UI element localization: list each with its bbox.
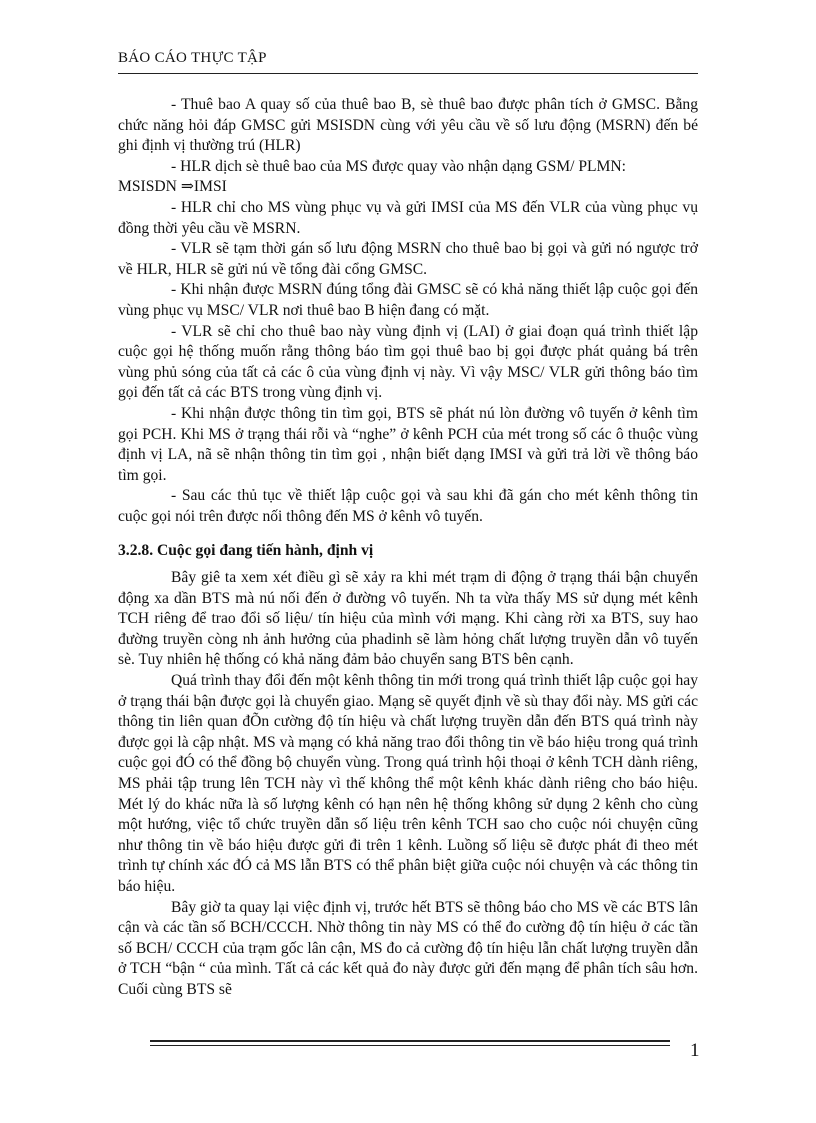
paragraph: - Khi nhận được thông tin tìm gọi, BTS sẽ phát nú lòn đường vô tuyến ở kênh tìm gọi PCH. Khi MS ở trạng thái rỗi và “nghe” ở kênh PCH của mét trong số các ô thuộc vùng định vị LA, nã sẽ nhận thông tin tìm gọi , nhận biết dạng IMSI và gửi trả lời về thông báo tìm gọi.	[118, 404, 698, 484]
paragraph: - Khi nhận được MSRN đúng tổng đài GMSC sẽ có khả năng thiết lập cuộc gọi đến vùng phục vụ MSC/ VLR nơi thuê bao B hiện đang có mặt.	[118, 281, 698, 319]
report-header: BÁO CÁO THỰC TẬP	[118, 50, 267, 66]
paragraph: Bây giờ ta quay lại việc định vị, trước hết BTS sẽ thông báo cho MS về các BTS lân cận và các tần số BCH/CCCH. Nhờ thông tin này MS có thể đo cường độ tín hiệu ở các tần số BCH/ CCCH của trạm gốc lân cận, MS đo cả cường độ tín hiệu lẫn chất lượng truyền dẫn ở TCH “bận “ của mình. Tất cả các kết quả đo này được gửi đến mạng để phân tích sâu hơn. Cuối cùng BTS sẽ	[118, 898, 698, 998]
header-rule	[118, 73, 698, 74]
paragraph: - Thuê bao A quay số của thuê bao B, sè thuê bao được phân tích ở GMSC. Bằng chức năng hỏi đáp GMSC gửi MSISDN cùng với yêu cầu về số lưu động (MSRN) đến bé ghi định vị thường trú (HLR)	[118, 96, 698, 155]
paragraph: - HLR chỉ cho MS vùng phục vụ và gửi IMSI của MS đến VLR của vùng phục vụ đồng thời yêu cầu về MSRN.	[118, 198, 698, 237]
paragraph: Bây giê ta xem xét điều gì sẽ xảy ra khi mét trạm di động ở trạng thái bận chuyển động xa dần BTS mà nú nối đến ở đường vô tuyến. Nh ta vừa thấy MS sử dụng mét kênh TCH riêng để trao đổi số liệu/ tín hiệu của mình với mạng. Khi càng rời xa BTS, suy hao đường truyền còng nh ảnh hưởng của phadinh sẽ làm hỏng chất lượng truyền dẫn vô tuyến sè. Tuy nhiên hệ thống có khả năng đảm bảo chuyển sang BTS bên cạnh.	[118, 569, 698, 669]
paragraph: - VLR sẽ tạm thời gán số lưu động MSRN cho thuê bao bị gọi và gửi nó ngược trở về HLR, HLR sẽ gửi nú về tổng đài cổng GMSC.	[118, 240, 698, 278]
page-number: 1	[690, 1040, 700, 1061]
paragraph: - Sau các thủ tục về thiết lập cuộc gọi và sau khi đã gán cho mét kênh thông tin cuộc gọi nói trên được nối thông đến MS ở kênh vô tuyến.	[118, 487, 698, 525]
section-heading: 3.2.8. Cuộc gọi đang tiến hành, định vị	[118, 542, 374, 560]
footer-rule	[150, 1040, 670, 1042]
paragraph: Quá trình thay đổi đến một kênh thông tin mới trong quá trình thiết lập cuộc gọi hay ở trạng thái bận được gọi là chuyển giao. Mạng sẽ quyết định về sù thay đổi này. MS gửi các thông tin liên quan đÕn cường độ tín hiệu và chất lượng truyền dẫn đến BTS quá trình này được gọi là cập nhật. MS và mạng có khả năng trao đổi thông tin về báo hiệu trong quá trình cuộc gọi đÓ có thể đồng bộ chuyển vùng. Trong quá trình hội thoại ở kênh TCH dành riêng, MS phải tập trung lên TCH này vì thế không thể một kênh khác dành riêng cho báo hiệu. Mét lý do khác nữa là số lượng kênh có hạn nên hệ thống không sử dụng 2 kênh cho cùng một hướng, việc tổ chức truyền dẫn số liệu trên kênh TCH sao cho cuộc nói chuyện cũng như thông tin về báo hiệu được gửi đi trên 1 kênh. Luồng số liệu sẽ được phát đi theo mét trình tự chính xác đÓ cả MS lẫn BTS có thể phân biệt giữa cuộc nói chuyện và các thông tin báo hiệu.	[118, 672, 698, 895]
paragraph: - HLR dịch sè thuê bao của MS được quay vào nhận dạng GSM/ PLMN:	[171, 157, 626, 175]
footer-rule	[150, 1045, 670, 1046]
document-body	[118, 95, 698, 1001]
paragraph: MSISDN ⇒IMSI	[118, 178, 227, 196]
paragraph: - VLR sẽ chỉ cho thuê bao này vùng định vị (LAI) ở giai đoạn quá trình thiết lập cuộc gọi hệ thống muốn rằng thông báo tìm gọi thuê bao bị gọi được phát quảng bá trên vùng phủ sóng của tất cả các ô của vùng định vị này. Vì vậy MSC/ VLR gửi thông báo tìm gọi đến tất cả các BTS trong vùng định vị.	[118, 322, 698, 402]
